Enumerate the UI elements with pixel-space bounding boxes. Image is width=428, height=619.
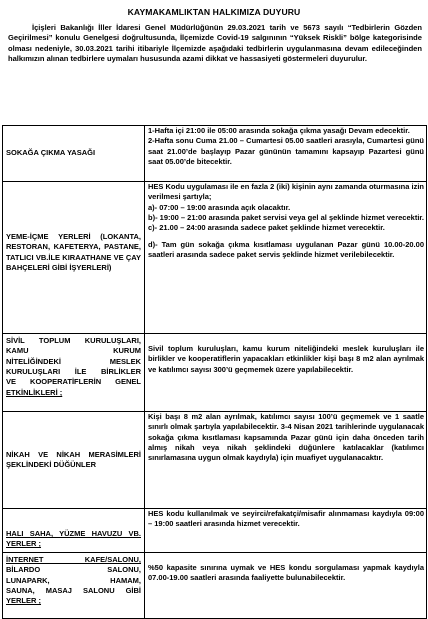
row-label-ngo: [3, 334, 145, 412]
ngo-label-line: SİVİL TOPLUM KURULUŞLARI,: [6, 336, 141, 345]
table-row: [3, 182, 427, 334]
leisure-label-line: YERLER ;: [6, 596, 42, 606]
row-text-weddings: Kişi başı 8 m2 alan ayrılmak, katılımcı sayısı 100’ü geçmemek ve 1 saatle sınırlı olmak şartıyla yapılabilecektir. 3-4 Nisan 2021 tarihlerinde uygulanacak sokağa çıkma kısıtlaması kapsamında Pazar günü için daha önceden tarih almış nikah veya nikah şeklindeki düğünlere katılacaklar (katılımcı sınırlamasına uygun olmak kaydıyla) için muafiyet uygulanacaktır.: [145, 412, 427, 509]
ngo-label-line: VE KOOPERATİFLERİN GENEL: [6, 377, 141, 387]
row-label-sports: [3, 509, 145, 553]
measures-table: [2, 125, 427, 619]
intro-paragraph: İçişleri Bakanlığı İller İdaresi Genel Müdürlüğünün 29.03.2021 tarih ve 5673 sayılı “Tedbirlerin Gözden Geçirilmesi” konulu Genelgesi doğrultusunda, İlçemizde Covid-19 salgınının “Yüksek Riskli” bölge kategorisinde olması nedeniyle, 30.03.2021 tarihi itibariyle İlçemizde aşağıdaki tedbirlerin uygulanmasına devam edileceğinden halkımızın alınan tedbirlere uymaları hususunda azami dikkat ve hassasiyeti göstermeleri duyurulur.: [8, 23, 422, 64]
food-line-d: d)- Tam gün sokağa çıkma kısıtlaması uygulanan Pazar günü 10.00-20.00 saatleri arasında sadece paket servis şeklinde hizmet verilebilecektir.: [148, 239, 424, 260]
row-label-weddings: NİKAH VE NİKAH MERASİMLERİ ŞEKLİNDEKİ DÜĞÜNLER: [3, 412, 145, 509]
table-row: [3, 412, 427, 509]
row-label-leisure: [3, 553, 145, 619]
ngo-label-line: NİTELİĞİNDEKİ MESLEK: [6, 356, 141, 366]
leisure-label-line: İNTERNET KAFE/SALONU,: [6, 555, 141, 564]
row-text-food-places: [145, 182, 427, 334]
food-line-a: a)- 07:00 – 19:00 arasında açık olacaktır.: [148, 202, 291, 212]
leisure-label-line: LUNAPARK, HAMAM,: [6, 575, 141, 585]
row-text-curfew: [145, 126, 427, 182]
sports-label: HALI SAHA, YÜZME HAVUZU VB. YERLER ;: [6, 529, 141, 549]
table-row: [3, 126, 427, 182]
food-line-b: b)- 19:00 – 21:00 arasında paket servisi veya gel al şeklinde hizmet verecektir.: [148, 213, 424, 223]
row-text-leisure: %50 kapasite sınırına uymak ve HES kondu sorgulaması yapmak kaydıyla 07.00-19.00 saatleri arasında faaliyette bulunabilecektir.: [145, 553, 427, 619]
curfew-line-1: 1-Hafta içi 21:00 ile 05:00 arasında sokağa çıkma yasağı Devam edecektir.: [148, 126, 410, 135]
leisure-label-line: SAUNA, MASAJ SALONU GİBİ: [6, 586, 141, 596]
table-row: [3, 553, 427, 619]
leisure-label-line: BİLARDO SALONU,: [6, 565, 141, 575]
food-line-intro: HES Kodu uygulaması ile en fazla 2 (iki) kişinin aynı zamanda oturmasına izin verilmesi şartıyla;: [148, 182, 424, 202]
row-label-curfew: SOKAĞA ÇIKMA YASAĞI: [3, 126, 145, 182]
page-title: KAYMAKAMLIKTAN HALKIMIZA DUYURU: [127, 7, 301, 17]
curfew-line-2: 2-Hafta sonu Cuma 21.00 – Cumartesi 05.00 saatleri arasıyla, Cumartesi günü saat 21.00’de başlayıp Pazar gününün tamamını kapsayıp Pazartesi günü saat 05.00’de bitecektir.: [148, 136, 424, 167]
table-row: [3, 509, 427, 553]
row-text-sports: HES kodu kullanılmak ve seyirci/refakatçi/misafir alınmaması kaydıyla 09:00 – 19:00 saatleri arasında hizmet verecektir.: [145, 509, 427, 553]
ngo-label-line: ETKİNLİKLERİ ;: [6, 387, 63, 397]
table-row: [3, 334, 427, 412]
ngo-label-line: KURULUŞLARI İLE BİRLİKLER: [6, 367, 141, 377]
food-line-c: c)- 21.00 – 24:00 arasında sadece paket şeklinde hizmet verecektir.: [148, 223, 385, 233]
row-label-food-places: YEME-İÇME YERLERİ (LOKANTA, RESTORAN, KAFETERYA, PASTANE, TATLICI VB.İLE KIRAATHANE VE ÇAY BAHÇELERİ GİBİ İŞYERLERİ): [3, 182, 145, 334]
row-text-ngo: Sivil toplum kuruluşları, kamu kurum niteliğindeki meslek kuruluşları ile birlikler ve kooperatiflerin yapacakları etkinlikler kişi başı 8 m2 alan ayrılmak ve katılımcı sayısı 300’ü geçmemek üzere yapılabilecektir.: [145, 334, 427, 412]
ngo-label-line: KAMU KURUM: [6, 346, 141, 356]
